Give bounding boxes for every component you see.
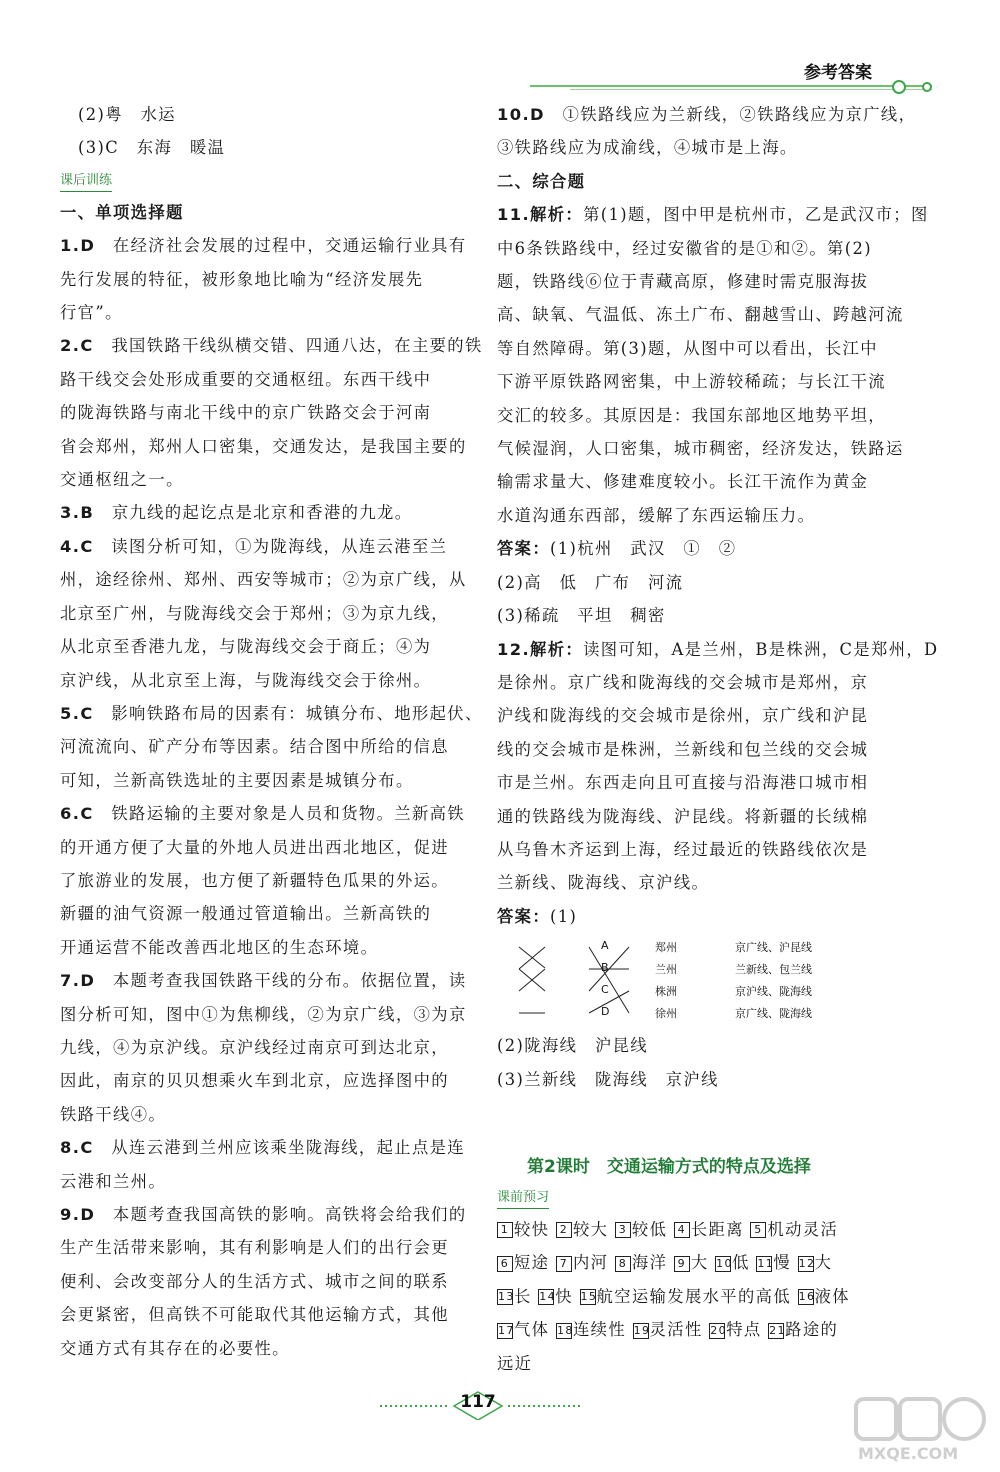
answer-number-box: 20	[710, 1323, 728, 1337]
question-line	[60, 1131, 490, 1164]
section-heading: 一、单项选择题	[60, 202, 184, 222]
diagram-railway: 京沪线、陇海线	[735, 985, 812, 999]
answer-number-box: 16	[798, 1290, 816, 1304]
question-number: 2.C	[60, 336, 94, 356]
diagram-letter: D	[601, 1005, 610, 1019]
question-text: 第(1)题，图中甲是杭州市，乙是武汉市；图	[583, 205, 929, 225]
answer-number-box: 13	[498, 1290, 515, 1304]
question-number: 9.D	[60, 1205, 96, 1224]
preview-row	[497, 1280, 942, 1313]
svg-text:MXQE.COM: MXQE.COM	[858, 1444, 959, 1463]
preview-row	[497, 1246, 942, 1279]
question-number: 1.D	[60, 236, 96, 256]
question-text: 高、缺氧、气温低、冻土广布、翻越雪山、跨越河流	[497, 305, 904, 325]
question-text: 交汇的较多。其原因是：我国东部地区地势平坦，	[497, 405, 886, 425]
answer-line: (2)高 低 广布 河流	[497, 572, 684, 592]
diagram-city: 徐州	[655, 1007, 677, 1021]
preview-answer: 内河	[572, 1253, 609, 1273]
question-text: 云港和兰州。	[60, 1171, 167, 1191]
answer-number-box: 19	[633, 1323, 651, 1337]
section-label-homework: 课后训练	[60, 171, 112, 192]
question-text: 通的铁路线为陇海线、沪昆线。将新疆的长绒棉	[497, 806, 869, 826]
answer-number-box: 4	[674, 1222, 690, 1238]
question-text: 会更紧密，但高铁不可能取代其他运输方式，其他	[60, 1305, 449, 1325]
question-line	[60, 597, 490, 630]
diagram-letter: A	[601, 939, 609, 953]
answer-number-box: 3	[615, 1222, 631, 1238]
question-text: 省会郑州，郑州人口密集，交通发达，是我国主要的	[60, 436, 467, 456]
question-text: 水道沟通东西部，缓解了东西运输压力。	[497, 505, 816, 525]
preview-answer: 慢	[773, 1253, 792, 1273]
question-line	[60, 329, 490, 362]
question-text: 从北京至香港九龙，与陇海线交会于商丘；④为	[60, 637, 432, 657]
question-text: 的开通方便了大量的外地人员进出西北地区，促进	[60, 837, 449, 857]
diagram-letter: C	[601, 983, 609, 997]
question-line	[60, 229, 490, 262]
question-line	[497, 766, 942, 799]
page-number: 117	[460, 1392, 496, 1412]
question-number: 10.D	[497, 105, 545, 124]
answer-number-box: 8	[615, 1256, 631, 1272]
question-text: 便利、会改变部分人的生活方式、城市之间的联系	[60, 1271, 449, 1291]
diagram-city: 株洲	[655, 985, 677, 999]
header-title: 参考答案	[804, 63, 872, 83]
preview-answer: 连续性	[572, 1320, 626, 1340]
header-rule	[530, 85, 932, 87]
question-text: 可知，兰新高铁选址的主要因素是城镇分布。	[60, 770, 414, 790]
question-line	[60, 664, 490, 697]
question-line	[497, 365, 942, 398]
question-text: 输需求量大、修建难度较小。长江干流作为黄金	[497, 472, 869, 492]
lesson-title: 第2课时 交通运输方式的特点及选择	[527, 1156, 811, 1177]
question-line	[497, 666, 942, 699]
question-number: 4.C	[60, 536, 94, 556]
question-text: 北京至广州，与陇海线交会于郑州；③为京九线，	[60, 603, 449, 623]
answer-label: 答案：	[497, 539, 551, 559]
preview-answer: 航空运输发展水平的高低	[596, 1286, 792, 1306]
question-line	[497, 198, 942, 231]
question-line	[60, 730, 490, 763]
answer-number-box: 17	[498, 1323, 515, 1337]
question-text: 交通枢纽之一。	[60, 470, 184, 490]
question-line	[60, 296, 490, 329]
preview-row	[497, 1213, 942, 1246]
question-text: 题，铁路线⑥位于青藏高原，修建时需克服海拔	[497, 272, 869, 292]
preview-answer: 气体	[514, 1320, 550, 1340]
answer-number-box: 5	[750, 1222, 766, 1238]
question-line	[497, 499, 942, 532]
preview-answer: 低	[732, 1253, 750, 1273]
question-line	[60, 764, 490, 797]
answer-number-box: 6	[497, 1256, 513, 1272]
question-line	[60, 1298, 490, 1331]
question-line	[60, 530, 490, 563]
answer-line: (3)稀疏 平坦 稠密	[497, 606, 666, 626]
answer-number-box: 12	[798, 1256, 816, 1270]
question-line	[60, 263, 490, 296]
answer-line: (2)粤 水运	[78, 105, 176, 124]
question-line	[60, 998, 490, 1031]
answer-number-box: 2	[556, 1222, 572, 1238]
question-text: 九线，④为京沪线。京沪线经过南京可到达北京，	[60, 1037, 449, 1057]
preview-answer: 大	[690, 1253, 709, 1273]
diagram-railway: 兰新线、包兰线	[735, 963, 812, 977]
question-11	[497, 198, 942, 632]
question-text: ③铁路线应为成渝线，④城市是上海。	[497, 138, 798, 158]
question-text: 因此，南京的贝贝想乘火车到北京，应选择图中的	[60, 1071, 449, 1091]
question-line	[497, 265, 942, 298]
question-text: 线的交会城市是株洲，兰新线和包兰线的交会城	[497, 739, 869, 759]
question-line	[60, 697, 490, 730]
question-text: 先行发展的特征，被形象地比喻为“经济发展先	[60, 269, 424, 289]
header-rule-thin	[570, 89, 932, 90]
preview-answer: 液体	[814, 1286, 850, 1306]
preview-answer: 较低	[631, 1219, 668, 1239]
question-text: 从乌鲁木齐运到上海，经过最近的铁路线依次是	[497, 839, 869, 859]
question-line	[497, 733, 942, 766]
question-text: 我国铁路干线纵横交错、四通八达，在主要的铁	[111, 336, 483, 356]
question-text: 河流流向、矿产分布等因素。结合图中所给的信息	[60, 737, 449, 757]
watermark-logo	[852, 1395, 992, 1465]
question-text: 下游平原铁路网密集，中上游较稀疏；与长江干流	[497, 372, 886, 392]
question-text: 本题考查我国高铁的影响。高铁将会给我们的	[112, 1205, 467, 1224]
question-line	[497, 699, 942, 732]
question-line	[497, 800, 942, 833]
preview-answer: 特点	[726, 1320, 762, 1340]
question-text: 是徐州。京广线和陇海线的交会城市是郑州，京	[497, 672, 869, 692]
question-list	[60, 229, 490, 1365]
answer-label: 答案：	[497, 906, 551, 926]
question-text: 州，途经徐州、郑州、西安等城市；②为京广线，从	[60, 570, 467, 590]
question-line	[60, 1198, 490, 1231]
preview-answer: 较大	[572, 1219, 609, 1239]
question-line	[60, 396, 490, 429]
question-line	[60, 1064, 490, 1097]
question-line	[497, 232, 942, 265]
answer-line: (2)陇海线 沪昆线	[497, 1036, 649, 1056]
diagram-letter: B	[601, 961, 609, 975]
preview-answers	[497, 1213, 942, 1347]
question-text: 影响铁路布局的因素有：城镇分布、地形起伏、	[111, 703, 483, 723]
question-line	[60, 1165, 490, 1198]
answer-number-box: 15	[580, 1290, 598, 1304]
question-line	[497, 833, 942, 866]
question-text: 生产生活带来影响，其有利影响是人们的出行会更	[60, 1238, 449, 1258]
analysis-label: 解析：	[530, 639, 584, 659]
question-text: 市是兰州。东西走向且可直接与沿海港口城市相	[497, 773, 869, 793]
answer-number-box: 1	[497, 1222, 513, 1238]
diagram-railway: 京广线、沪昆线	[735, 941, 812, 955]
question-line	[497, 866, 942, 899]
page-footer	[380, 1390, 580, 1420]
question-line	[497, 633, 942, 666]
preview-answer: 长	[514, 1286, 532, 1306]
question-line	[60, 1332, 490, 1365]
question-line	[497, 465, 942, 498]
preview-answer: 机动灵活	[767, 1219, 839, 1239]
question-line	[60, 430, 490, 463]
preview-answer: 大	[814, 1253, 833, 1273]
answer-number-box: 10	[716, 1256, 733, 1270]
preview-tail: 远近	[497, 1353, 533, 1373]
question-number: 3.B	[60, 503, 95, 523]
question-text: 路干线交会处形成重要的交通枢纽。东西干线中	[60, 369, 432, 389]
question-line	[497, 298, 942, 331]
question-text: 本题考查我国铁路干线的分布。依据位置，读	[112, 971, 467, 991]
question-text: 中6条铁路线中，经过安徽省的是①和②。第(2)	[497, 238, 872, 258]
header-dot-icon	[892, 80, 906, 94]
question-text: 沪线和陇海线的交会城市是徐州，京广线和沪昆	[497, 706, 869, 726]
question-line	[60, 897, 490, 930]
answer-number-box: 7	[556, 1256, 572, 1272]
question-line	[60, 363, 490, 396]
answer-number-box: 11	[757, 1256, 775, 1270]
answer-line: (3)兰新线 陇海线 京沪线	[497, 1069, 719, 1089]
question-line	[60, 1031, 490, 1064]
answer-line	[497, 900, 942, 933]
question-line	[497, 131, 942, 164]
diagram-city: 兰州	[655, 963, 677, 977]
section-heading: 二、综合题	[497, 171, 586, 191]
question-text: 京九线的起讫点是北京和香港的九龙。	[111, 503, 413, 523]
question-text: 京沪线，从北京至上海，与陇海线交会于徐州。	[60, 670, 432, 690]
question-line	[60, 1265, 490, 1298]
question-text: 读图分析可知，①为陇海线，从连云港至兰	[111, 536, 448, 556]
analysis-label: 解析：	[530, 205, 584, 225]
question-number: 7.D	[60, 971, 96, 991]
preview-answer: 短途	[514, 1253, 550, 1273]
question-10	[497, 98, 942, 165]
answer-number-box: 21	[769, 1323, 786, 1337]
left-column	[60, 98, 490, 1365]
question-text: 图分析可知，图中①为焦柳线，②为京广线，③为京	[60, 1004, 467, 1024]
question-text: 交通方式有其存在的必要性。	[60, 1338, 290, 1358]
preview-row	[497, 1313, 942, 1346]
question-line	[60, 463, 490, 496]
question-line	[60, 1098, 490, 1131]
question-text: 开通运营不能改善西北地区的生态环境。	[60, 937, 379, 957]
question-text: 从连云港到兰州应该乘坐陇海线，起止点是连	[111, 1138, 465, 1158]
question-text: 铁路干线④。	[60, 1104, 167, 1124]
question-line	[60, 1231, 490, 1264]
answer-number-box: 18	[556, 1323, 574, 1337]
question-line	[60, 630, 490, 663]
question-text: 铁路运输的主要对象是人员和货物。兰新高铁	[111, 804, 465, 824]
question-line	[60, 964, 490, 997]
question-number: 6.C	[60, 804, 94, 824]
question-text: 读图可知，A是兰州，B是株洲，C是郑州，D	[583, 639, 939, 659]
question-line	[497, 399, 942, 432]
preview-answer: 较快	[514, 1219, 550, 1239]
diagram-railway: 京广线、陇海线	[735, 1007, 812, 1021]
question-text: 的陇海铁路与南北干线中的京广铁路交会于河南	[60, 403, 432, 423]
question-text: 在经济社会发展的过程中，交通运输行业具有	[112, 236, 467, 256]
question-line	[497, 332, 942, 365]
section-label-preview: 课前预习	[497, 1188, 549, 1209]
question-text: ①铁路线应为兰新线，②铁路线应为京广线，	[562, 105, 917, 124]
question-line	[60, 864, 490, 897]
question-line	[60, 831, 490, 864]
preview-answer: 快	[555, 1286, 573, 1306]
answer-number-box: 9	[674, 1256, 690, 1272]
question-number: 12.	[497, 639, 531, 659]
question-number: 11.	[497, 205, 531, 225]
preview-answer: 海洋	[631, 1253, 668, 1273]
question-line	[497, 98, 942, 131]
answer-text: (1)杭州 武汉 ① ②	[550, 539, 737, 559]
question-number: 8.C	[60, 1138, 94, 1158]
question-text: 行官”。	[60, 303, 123, 323]
question-text: 等自然障碍。第(3)题，从图中可以看出，长江中	[497, 338, 878, 358]
diagram-city: 郑州	[655, 941, 677, 955]
question-text: 了旅游业的发展，也方便了新疆特色瓜果的外运。	[60, 870, 449, 890]
question-text: 兰新线、陇海线、京沪线。	[497, 873, 710, 893]
question-number: 5.C	[60, 703, 94, 723]
answer-line: (3)C 东海 暖温	[78, 138, 226, 158]
question-line	[497, 432, 942, 465]
question-12	[497, 633, 942, 934]
question-line	[60, 797, 490, 830]
header-dot-icon	[922, 82, 932, 92]
question-line	[60, 563, 490, 596]
question-text: 新疆的油气资源一般通过管道输出。兰新高铁的	[60, 904, 432, 924]
page-header	[530, 52, 950, 102]
preview-answer: 长距离	[690, 1219, 744, 1239]
preview-answer: 路途的	[785, 1320, 839, 1340]
right-column	[497, 98, 942, 1380]
preview-answer: 灵活性	[649, 1320, 703, 1340]
answer-line	[497, 532, 942, 565]
question-line	[60, 931, 490, 964]
answer-text: (1)	[550, 906, 578, 926]
question-text: 气候湿润，人口密集，城市稠密，经济发达，铁路运	[497, 439, 904, 459]
railway-match-diagram	[497, 935, 942, 1025]
question-line	[60, 496, 490, 529]
answer-number-box: 14	[539, 1290, 557, 1304]
